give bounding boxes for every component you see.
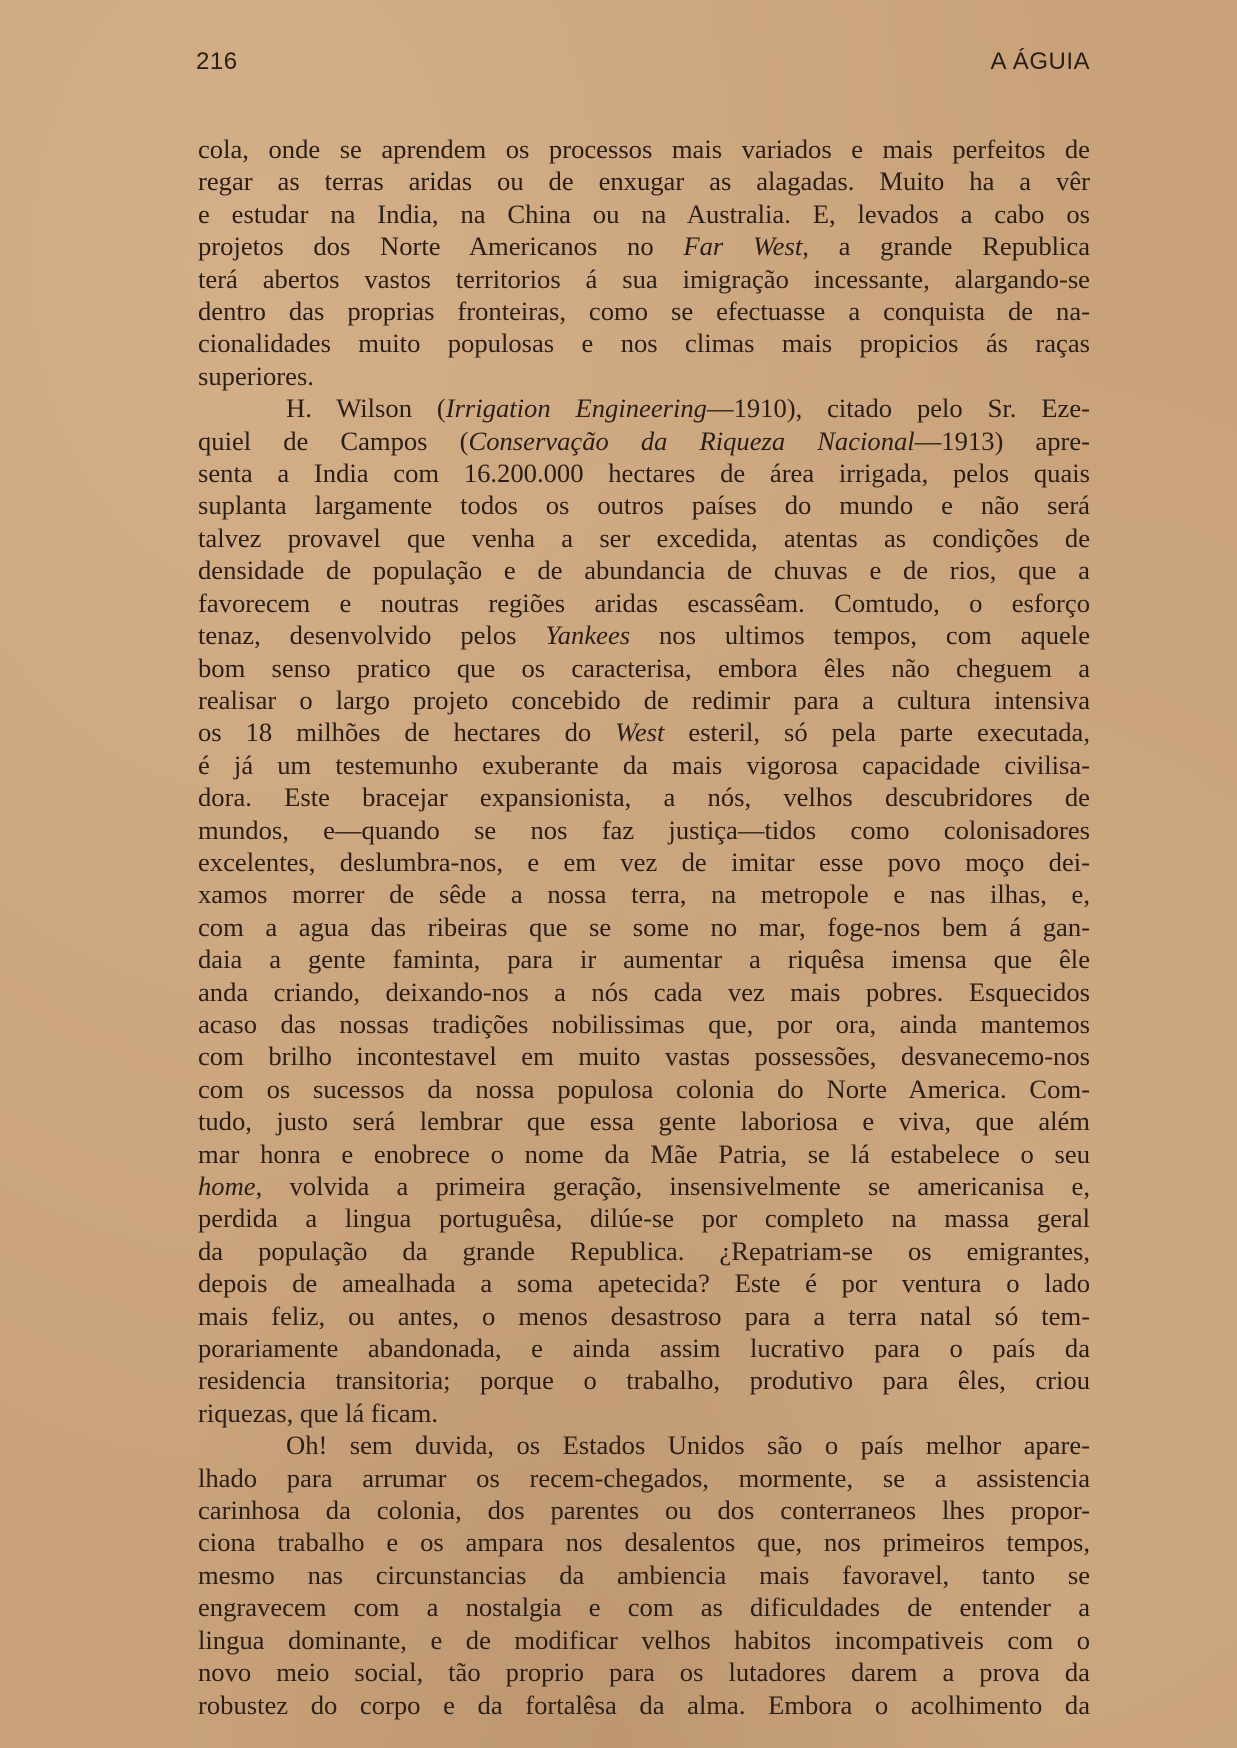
text-line: perdida a lingua portuguêsa, dilúe-se por completo na massa geral [198,1203,1090,1234]
text-line: lhado para arrumar os recem-chegados, mormente, se a assistencia [198,1462,1090,1493]
text-line: dentro das proprias fronteiras, como se efectuasse a conquista de na- [198,296,1090,327]
text-line: home, volvida a primeira geração, insensivelmente se americanisa e, [198,1171,1090,1201]
text-line: porariamente abandonada, e ainda assim lucrativo para o país da [198,1333,1090,1364]
body-text [198,133,1090,1721]
page-number: 216 [196,48,238,75]
text-line: com a agua das ribeiras que se some no mar, foge-nos bem á gan- [198,911,1090,942]
text-line: dora. Este bracejar expansionista, a nós, velhos descubridores de [198,782,1090,813]
text-line: terá abertos vastos territorios á sua imigração incessante, alargando-se [198,263,1090,294]
text-line: residencia transitoria; porque o trabalho, produtivo para êles, criou [198,1365,1090,1396]
text-line: cola, onde se aprendem os processos mais variados e mais perfeitos de [198,134,1090,164]
text-line: com brilho incontestavel em muito vastas possessões, desvanecemo-nos [198,1041,1090,1072]
page-header [196,48,1090,88]
text-line: e estudar na India, na China ou na Australia. E, levados a cabo os [198,198,1090,229]
text-line: senta a India com 16.200.000 hectares de área irrigada, pelos quais [198,458,1090,489]
text-line: Oh! sem duvida, os Estados Unidos são o país melhor apare- [286,1430,1090,1461]
text-line: robustez do corpo e da fortalêsa da alma. Embora o acolhimento da [198,1689,1090,1720]
text-line: mar honra e enobrece o nome da Mãe Patria, se lá estabelece o seu [198,1138,1090,1169]
text-line: excelentes, deslumbra-nos, e em vez de imitar esse povo moço dei- [198,846,1090,877]
text-line: riquezas, que lá ficam. [198,1397,438,1428]
text-line: é já um testemunho exuberante da mais vigorosa capacidade civilisa- [198,749,1090,780]
text-line: projetos dos Norte Americanos no Far West, a grande Republica [198,231,1090,262]
text-line: ciona trabalho e os ampara nos desalentos que, nos primeiros tempos, [198,1527,1090,1558]
text-line: da população da grande Republica. ¿Repatriam-se os emigrantes, [198,1235,1090,1266]
text-line: daia a gente faminta, para ir aumentar a riquêsa imensa que êle [198,944,1090,975]
text-line: mesmo nas circunstancias da ambiencia mais favoravel, tanto se [198,1559,1090,1590]
text-line: favorecem e noutras regiões aridas escassêam. Comtudo, o esforço [198,587,1090,618]
text-line: lingua dominante, e de modificar velhos habitos incompativeis com o [198,1624,1090,1655]
text-line: regar as terras aridas ou de enxugar as alagadas. Muito ha a vêr [198,166,1090,197]
text-line: cionalidades muito populosas e nos climas mais propicios ás raças [198,328,1090,359]
text-line: os 18 milhões de hectares do West esteril, só pela parte executada, [198,717,1090,748]
text-line: xamos morrer de sêde a nossa terra, na metropole e nas ilhas, e, [198,879,1090,910]
text-line: mais feliz, ou antes, o menos desastroso para a terra natal só tem- [198,1300,1090,1331]
text-line: quiel de Campos (Conservação da Riqueza Nacional—1913) apre- [198,425,1091,456]
text-line: com os sucessos da nossa populosa colonia do Norte America. Com- [198,1073,1090,1104]
text-line: bom senso pratico que os caracterisa, embora êles não cheguem a [198,652,1090,683]
text-line: anda criando, deixando-nos a nós cada vez mais pobres. Esquecidos [198,976,1090,1007]
text-line: depois de amealhada a soma apetecida? Este é por ventura o lado [198,1268,1090,1299]
text-line: acaso das nossas tradições nobilissimas que, por ora, ainda mantemos [198,1008,1090,1039]
text-line: mundos, e—quando se nos faz justiça—tidos como colonisadores [198,814,1090,845]
text-line: H. Wilson (Irrigation Engineering—1910), citado pelo Sr. Eze- [286,393,1090,424]
text-line: tenaz, desenvolvido pelos Yankees nos ultimos tempos, com aquele [198,620,1090,651]
running-title: A ÁGUIA [990,48,1090,75]
text-line: engravecem com a nostalgia e com as dificuldades de entender a [198,1592,1090,1623]
text-line: densidade de população e de abundancia de chuvas e de rios, que a [198,555,1090,586]
text-line: realisar o largo projeto concebido de redimir para a cultura intensiva [198,684,1090,715]
text-line: suplanta largamente todos os outros países do mundo e não será [198,490,1090,521]
text-line: tudo, justo será lembrar que essa gente laboriosa e viva, que além [198,1106,1090,1137]
text-line: superiores. [198,360,314,391]
text-line: carinhosa da colonia, dos parentes ou dos conterraneos lhes propor- [198,1495,1090,1526]
text-line: talvez provavel que venha a ser excedida, atentas as condições de [198,522,1090,553]
text-line: novo meio social, tão proprio para os lutadores darem a prova da [198,1657,1090,1688]
